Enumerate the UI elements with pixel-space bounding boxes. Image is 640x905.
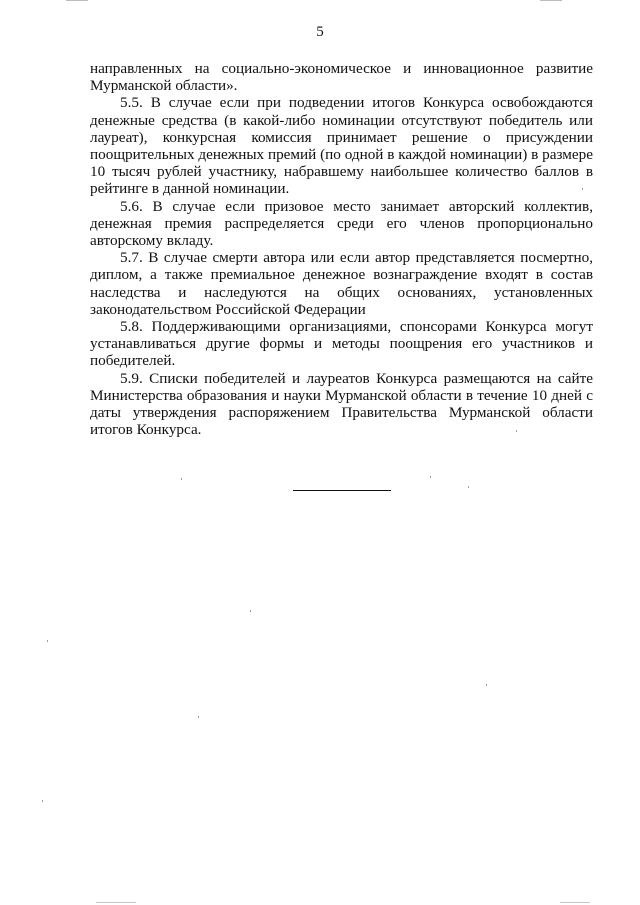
paragraph-5-9: 5.9. Списки победителей и лауреатов Конкурса размещаются на сайте Министерства образования и науки Мурманской области в течение 10 дней с даты утверждения распоряжением Правительства Мурманской области итогов Конкурса. [90,369,593,439]
scan-speck [486,684,487,686]
paragraph-5-8: 5.8. Поддерживающими организациями, спонсорами Конкурса могут устанавливаться другие формы и методы поощрения его участников и победителей. [90,318,593,370]
scan-speck [468,486,469,488]
scan-speck [250,610,251,612]
scan-speck [42,800,43,802]
scan-speck [582,188,583,190]
scan-edge-line-left [66,0,88,1]
scan-edge-line-right [540,0,562,1]
paragraph-continuation: направленных на социально-экономическое и инновационное развитие Мурманской области». [90,60,593,95]
end-of-text-rule [293,490,391,491]
page-number: 5 [316,24,324,40]
scan-edge-line-bottom-left [96,902,136,903]
scan-speck [430,476,431,478]
document-body [90,60,593,438]
paragraph-5-6: 5.6. В случае если призовое место занимает авторский коллектив, денежная премия распределяется среди его членов пропорционально авторскому вкладу. [90,197,593,250]
scan-edge-line-bottom-right [560,902,590,903]
paragraph-5-7: 5.7. В случае смерти автора или если автор представляется посмертно, диплом, а также премиальное денежное вознаграждение входят в состав наследства и наследуются на общих основаниях, установленных законодательством Российской Федерации [90,249,593,318]
scan-speck [181,478,182,480]
paragraph-5-5: 5.5. В случае если при подведении итогов Конкурса освобождаются денежные средства (в какой-либо номинации отсутствуют победитель или лауреат), конкурсная комиссия принимает решение о присуждении поощрительных денежных премий (по одной в каждой номинации) в размере 10 тысяч рублей участнику, набравшему наибольшее количество баллов в рейтинге в данной номинации. [90,94,593,198]
scan-speck [516,430,517,432]
scan-speck [198,716,199,718]
scan-speck [47,640,48,642]
